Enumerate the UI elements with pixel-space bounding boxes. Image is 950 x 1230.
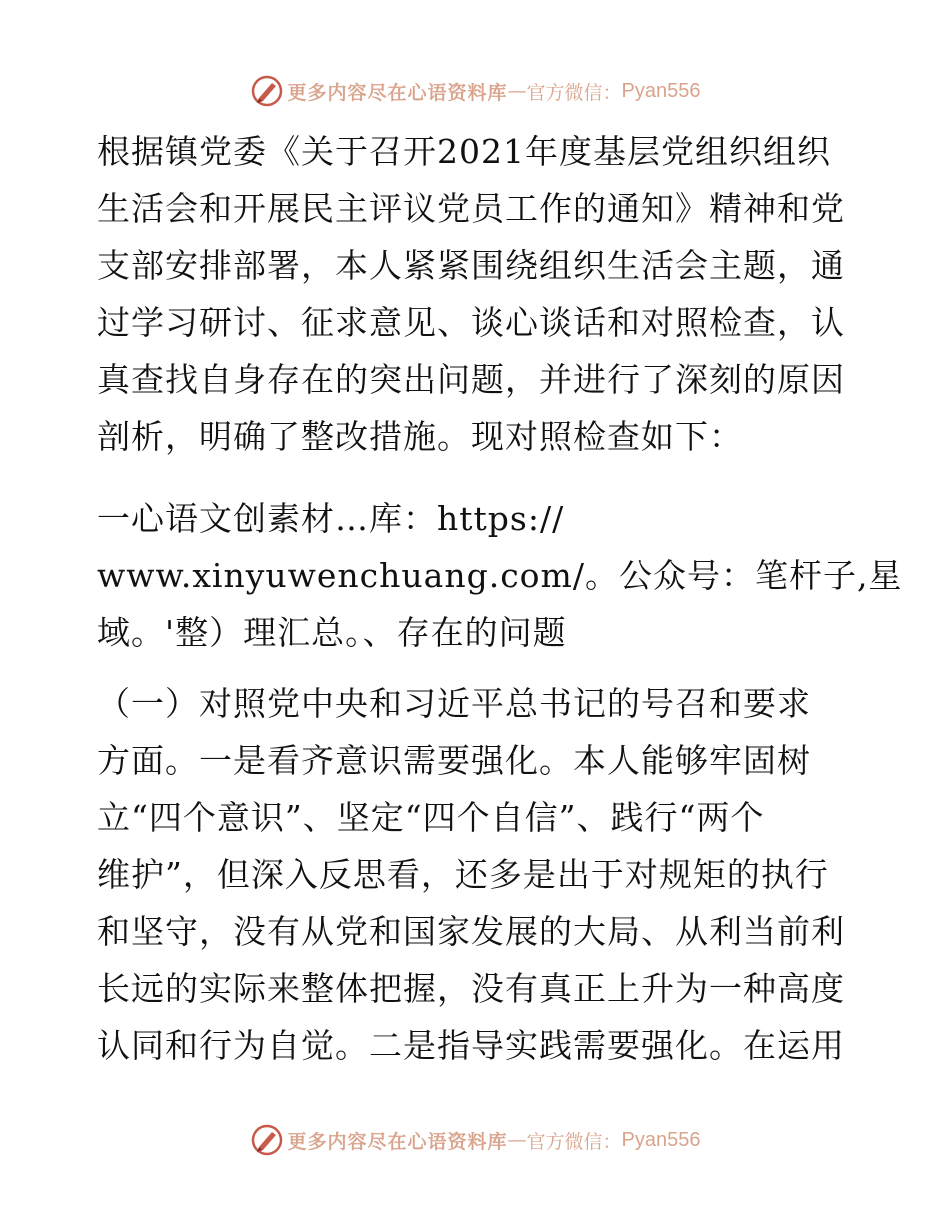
intro-paragraph xyxy=(97,123,857,465)
text-line: 和坚守，没有从党和国家发展的大局、从利当前利 xyxy=(97,912,845,951)
banner-separator: — xyxy=(507,1129,527,1151)
writing-pen-logo-icon xyxy=(250,1123,284,1157)
header-watermark-banner xyxy=(0,71,950,111)
banner-wechat-id: Pyan556 xyxy=(621,1128,701,1151)
text-line: 域。'整）理汇总。、存在的问题 xyxy=(97,613,567,652)
text-line: 方面。一是看齐意识需要强化。本人能够牢固树 xyxy=(97,741,811,780)
text-line: 立“四个意识”、坚定“四个自信”、践行“两个 xyxy=(97,798,765,837)
banner-official-label: 官方微信： xyxy=(526,81,622,104)
writing-pen-logo-icon xyxy=(250,74,284,108)
footer-watermark-banner xyxy=(0,1120,950,1160)
text-line: 生活会和开展民主评议党员工作的通知》精神和党 xyxy=(97,189,845,228)
banner-brand-text: 更多内容尽在心语资料库 xyxy=(287,1130,508,1153)
text-line: 维护”，但深入反思看，还多是出于对规矩的执行 xyxy=(97,855,829,894)
banner-official-label: 官方微信： xyxy=(526,1130,622,1153)
banner-wechat-id: Pyan556 xyxy=(621,79,701,102)
text-line: 根据镇党委《关于召开2021年度基层党组织组织 xyxy=(97,132,831,171)
text-line: 一心语文创素材…库：https:// xyxy=(97,499,565,538)
text-line: 真查找自身存在的突出问题，并进行了深刻的原因 xyxy=(97,360,845,399)
text-line: 支部安排部署，本人紧紧围绕组织生活会主题，通 xyxy=(97,246,845,285)
text-line: 过学习研讨、征求意见、谈心谈话和对照检查，认 xyxy=(97,303,845,342)
text-line: 长远的实际来整体把握，没有真正上升为一种高度 xyxy=(97,969,845,1008)
text-line: 剖析，明确了整改措施。现对照检查如下： xyxy=(97,417,743,456)
section-one-paragraph xyxy=(97,675,857,1074)
text-line: 认同和行为自觉。二是指导实践需要强化。在运用 xyxy=(97,1026,845,1065)
banner-brand-text: 更多内容尽在心语资料库 xyxy=(287,81,508,104)
text-line: （一）对照党中央和习近平总书记的号召和要求 xyxy=(97,684,811,723)
text-line: www.xinyuwenchuang.com/。公众号：笔杆子,星 xyxy=(97,556,903,595)
banner-separator: — xyxy=(507,80,527,102)
source-note-paragraph xyxy=(97,490,903,661)
